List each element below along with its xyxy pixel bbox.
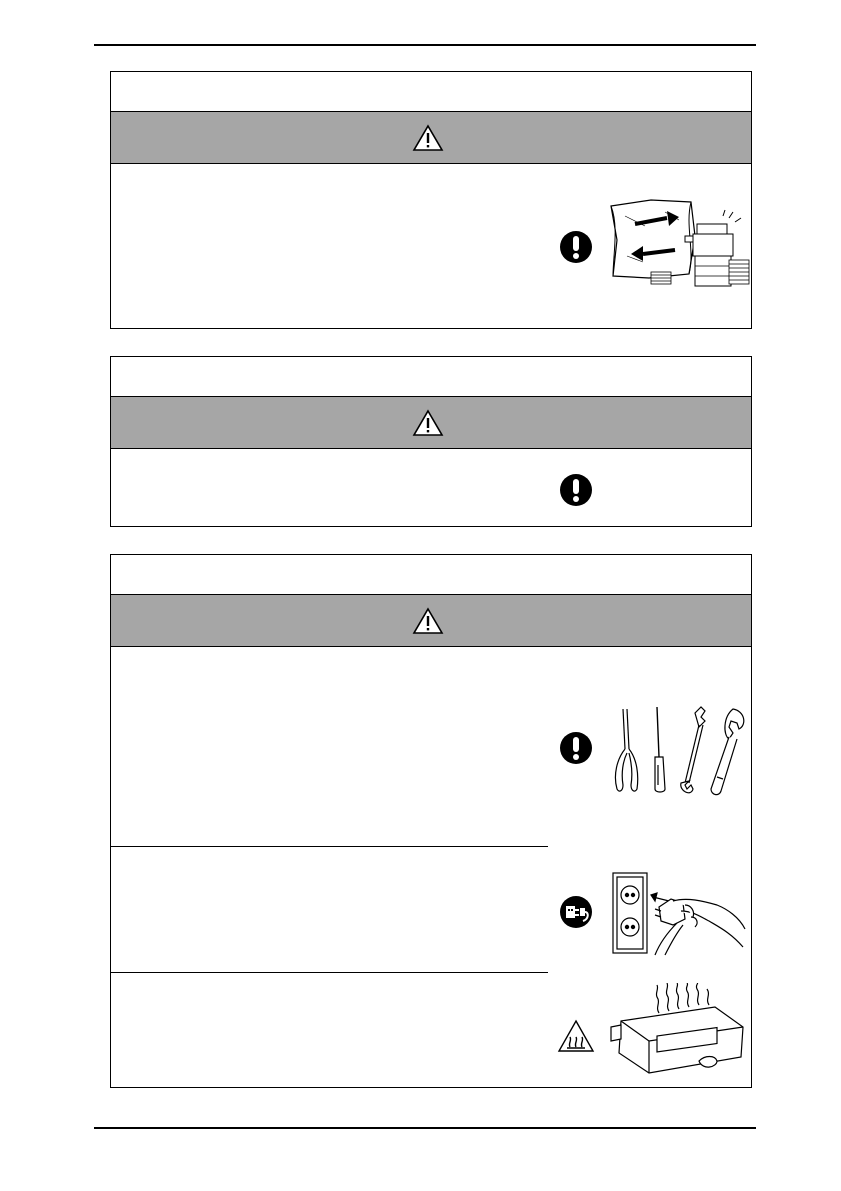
warning-triangle-icon — [412, 607, 444, 635]
header-rule — [94, 44, 756, 46]
caution-banner — [111, 112, 751, 164]
warning-triangle-icon — [412, 124, 444, 152]
tools-illustration — [607, 705, 749, 797]
power-plug-outlet-illustration — [607, 871, 749, 957]
copier-moving-illustration — [605, 196, 751, 292]
fusing-unit-hot-illustration — [607, 983, 749, 1081]
hot-surface-icon — [557, 1019, 595, 1053]
section-title — [111, 72, 751, 112]
warning-triangle-icon — [412, 409, 444, 437]
section-title — [111, 555, 751, 595]
row-divider — [111, 972, 548, 973]
mandatory-exclamation-icon — [559, 473, 593, 507]
row-divider — [111, 846, 548, 847]
caution-banner — [111, 595, 751, 647]
section-title — [111, 357, 751, 397]
unplug-icon — [559, 895, 593, 929]
safety-section-2 — [110, 356, 752, 527]
safety-section-3 — [110, 554, 752, 1088]
mandatory-exclamation-icon — [559, 230, 593, 264]
mandatory-exclamation-icon — [559, 731, 593, 765]
footer-rule — [94, 1127, 756, 1129]
safety-section-1 — [110, 71, 752, 329]
caution-banner — [111, 397, 751, 449]
